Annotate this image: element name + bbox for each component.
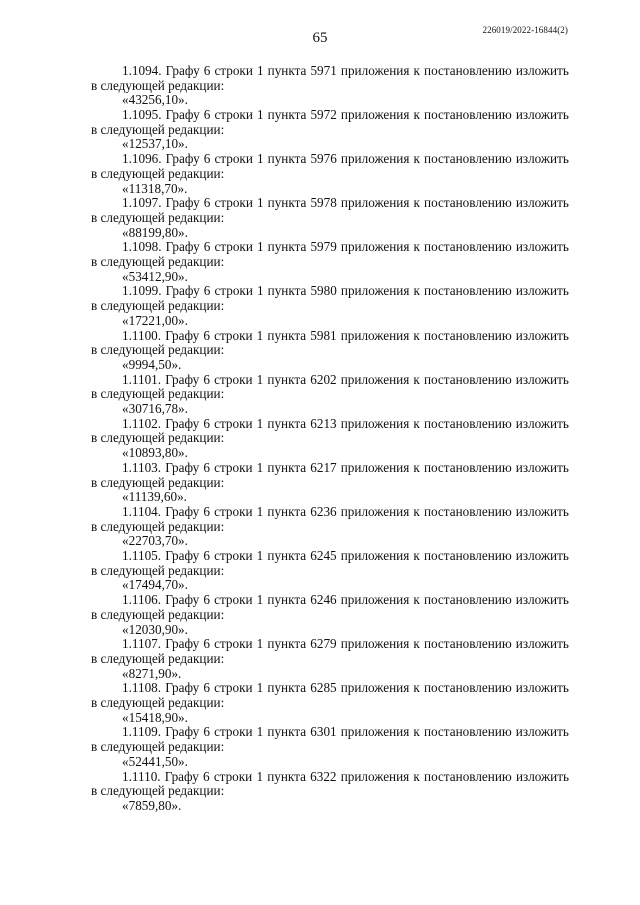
amendment-word: Графу <box>165 107 200 123</box>
amendment-word: изложить <box>515 371 569 387</box>
amendment-continuation: в следующей редакции: <box>91 606 225 622</box>
amendment-word: 6 <box>203 636 210 652</box>
amendment-value: «7859,80». <box>122 797 182 813</box>
amendment-word: 1.1097. <box>122 195 162 211</box>
amendment-item <box>91 373 569 417</box>
amendment-word: к <box>413 592 420 608</box>
amendment-continuation: в следующей редакции: <box>91 474 225 490</box>
amendment-word: изложить <box>515 63 569 78</box>
amendment-word: Графу <box>165 327 200 343</box>
amendment-continuation: в следующей редакции: <box>91 695 225 710</box>
amendment-word: 6202 <box>310 371 337 387</box>
amendment-word: 1 <box>256 503 264 519</box>
amendment-word: изложить <box>515 239 569 255</box>
amendment-word: к <box>413 768 420 784</box>
amendment-word: изложить <box>515 724 569 740</box>
amendment-heading-line <box>91 284 569 299</box>
amendment-word: 1.1109. <box>122 724 162 740</box>
amendment-value: «8271,90». <box>122 665 182 681</box>
amendment-word: 6 <box>203 592 210 608</box>
amendment-word: 1 <box>256 548 264 564</box>
amendment-word: строки <box>214 503 253 519</box>
amendment-word: приложения <box>340 195 410 211</box>
amendment-word: Графу <box>165 548 200 564</box>
amendment-word: 1.1098. <box>122 239 162 255</box>
page-number: 65 <box>312 30 328 46</box>
amendment-word: к <box>413 724 420 740</box>
amendment-heading-line <box>91 373 569 388</box>
amendment-value: «17221,00». <box>122 312 188 328</box>
amendment-word: приложения <box>340 239 410 255</box>
amendment-word: постановлению <box>423 371 512 387</box>
amendment-word: 5980 <box>310 283 337 299</box>
amendment-word: строки <box>214 459 253 475</box>
amendment-word: 6279 <box>310 636 337 652</box>
amendment-word: 1 <box>256 239 264 255</box>
amendment-word: к <box>413 548 420 564</box>
amendment-word: строки <box>214 371 253 387</box>
amendment-word: постановлению <box>423 548 512 564</box>
amendment-heading-line <box>91 461 569 476</box>
amendment-word: Графу <box>165 371 200 387</box>
amendment-item <box>91 725 569 769</box>
amendment-word: изложить <box>515 283 569 299</box>
amendment-word: постановлению <box>423 592 512 608</box>
amendment-word: пункта <box>267 548 307 564</box>
amendment-word: 6301 <box>310 724 337 740</box>
amendment-word: 5978 <box>310 195 337 211</box>
amendment-word: 6 <box>203 724 210 740</box>
amendment-word: 1.1105. <box>122 548 162 564</box>
amendment-word: 1 <box>256 768 264 784</box>
amendment-word: 6236 <box>310 503 337 519</box>
amendment-word: строки <box>214 327 253 343</box>
amendment-word: приложения <box>340 768 410 784</box>
amendment-word: 6 <box>203 283 211 299</box>
amendment-word: изложить <box>515 151 569 167</box>
amendment-word: к <box>413 680 420 696</box>
amendment-word: 1 <box>256 195 264 211</box>
amendment-item <box>91 593 569 637</box>
amendment-word: 6217 <box>310 459 337 475</box>
amendment-word: постановлению <box>423 680 512 696</box>
amendment-word: строки <box>214 151 253 167</box>
amendment-word: Графу <box>165 680 200 696</box>
amendment-word: к <box>413 503 420 519</box>
amendment-value: «12537,10». <box>122 136 188 152</box>
amendment-word: 1 <box>256 283 264 299</box>
amendment-word: Графу <box>165 151 200 167</box>
amendment-word: 5979 <box>310 239 337 255</box>
amendment-word: Графу <box>164 768 199 784</box>
amendment-word: 1.1104. <box>122 503 162 519</box>
amendment-word: приложения <box>340 415 410 431</box>
amendment-item <box>91 108 569 152</box>
amendment-item <box>91 329 569 373</box>
amendment-continuation: в следующей редакции: <box>91 518 225 534</box>
amendment-word: 1.1106. <box>122 592 162 608</box>
amendment-word: приложения <box>340 680 410 696</box>
amendment-value: «53412,90». <box>122 268 188 284</box>
amendment-word: изложить <box>515 107 569 123</box>
amendment-heading-line <box>91 770 569 785</box>
amendment-item <box>91 196 569 240</box>
amendment-word: строки <box>214 636 253 652</box>
amendment-value: «17494,70». <box>122 577 188 593</box>
amendment-item <box>91 681 569 725</box>
amendment-word: изложить <box>515 327 569 343</box>
amendment-heading-line <box>91 108 569 123</box>
amendment-word: к <box>413 195 420 211</box>
amendment-word: Графу <box>165 195 200 211</box>
amendment-word: строки <box>214 107 253 123</box>
amendment-word: пункта <box>267 195 307 211</box>
amendment-word: 1.1110. <box>122 768 161 784</box>
amendment-word: 6246 <box>310 592 337 608</box>
amendment-continuation: в следующей редакции: <box>91 254 225 270</box>
amendment-heading-line <box>91 329 569 344</box>
amendment-item <box>91 284 569 328</box>
amendment-word: к <box>413 63 420 78</box>
amendment-word: к <box>413 636 420 652</box>
amendment-word: 1 <box>256 724 264 740</box>
amendment-word: 1 <box>256 680 264 696</box>
amendment-item <box>91 637 569 681</box>
amendment-word: строки <box>214 680 253 696</box>
amendment-word: изложить <box>515 503 569 519</box>
amendment-word: изложить <box>515 415 569 431</box>
amendment-word: строки <box>214 283 253 299</box>
amendment-word: 6245 <box>310 548 337 564</box>
amendment-word: пункта <box>267 459 307 475</box>
amendment-word: 1 <box>256 459 264 475</box>
amendment-heading-line <box>91 637 569 652</box>
amendment-continuation: в следующей редакции: <box>91 298 225 314</box>
amendment-word: пункта <box>267 680 307 696</box>
amendment-word: к <box>413 327 420 343</box>
amendment-word: 6 <box>203 548 210 564</box>
amendment-word: приложения <box>340 592 410 608</box>
document-code: 226019/2022-16844(2) <box>482 25 568 35</box>
amendment-word: Графу <box>165 503 200 519</box>
amendment-word: к <box>413 239 420 255</box>
amendment-word: постановлению <box>423 503 512 519</box>
amendment-word: 1 <box>256 636 264 652</box>
amendment-continuation: в следующей редакции: <box>91 165 225 181</box>
amendment-word: постановлению <box>424 195 512 211</box>
amendment-word: 1.1094. <box>122 63 162 78</box>
amendment-word: 1.1107. <box>122 636 162 652</box>
amendment-item <box>91 417 569 461</box>
amendment-word: постановлению <box>424 107 512 123</box>
amendment-word: пункта <box>267 151 307 167</box>
amendment-word: пункта <box>267 724 307 740</box>
amendment-word: 6 <box>203 151 211 167</box>
amendment-word: Графу <box>165 239 200 255</box>
amendment-word: 6 <box>203 459 210 475</box>
amendment-continuation: в следующей редакции: <box>91 386 225 402</box>
amendment-word: 5971 <box>310 63 337 78</box>
amendment-word: 6 <box>203 63 211 78</box>
amendment-word: приложения <box>340 548 410 564</box>
amendment-word: к <box>413 415 420 431</box>
amendment-word: 6 <box>203 768 210 784</box>
amendment-word: приложения <box>340 283 410 299</box>
amendment-word: изложить <box>515 680 569 696</box>
amendment-continuation: в следующей редакции: <box>91 342 225 358</box>
amendment-word: 1.1103. <box>122 459 162 475</box>
amendment-word: Графу <box>165 283 200 299</box>
amendment-word: пункта <box>267 107 307 123</box>
amendment-continuation: в следующей редакции: <box>91 209 225 225</box>
amendment-heading-line <box>91 505 569 520</box>
amendment-word: постановлению <box>424 768 512 784</box>
amendment-word: 6 <box>203 371 210 387</box>
amendment-word: постановлению <box>424 151 512 167</box>
amendment-word: постановлению <box>423 415 512 431</box>
amendment-word: изложить <box>515 548 569 564</box>
amendment-word: строки <box>214 415 253 431</box>
amendment-word: 5972 <box>310 107 337 123</box>
amendment-continuation: в следующей редакции: <box>91 77 225 93</box>
amendment-word: пункта <box>267 636 307 652</box>
amendment-word: 1 <box>256 592 264 608</box>
amendment-word: постановлению <box>424 63 512 78</box>
amendment-word: приложения <box>340 724 410 740</box>
amendment-item <box>91 505 569 549</box>
amendment-continuation: в следующей редакции: <box>91 739 225 755</box>
amendment-word: Графу <box>165 636 200 652</box>
amendment-word: 1.1108. <box>122 680 162 696</box>
amendment-word: постановлению <box>423 459 512 475</box>
amendment-item <box>91 240 569 284</box>
amendment-word: строки <box>213 768 253 784</box>
amendment-word: пункта <box>267 327 307 343</box>
amendment-word: строки <box>214 724 253 740</box>
amendment-word: 1 <box>256 151 264 167</box>
amendment-value: «22703,70». <box>122 533 188 549</box>
amendment-value: «12030,90». <box>122 621 188 637</box>
amendment-item <box>91 64 569 108</box>
amendment-word: Графу <box>165 459 200 475</box>
amendment-word: строки <box>214 195 253 211</box>
amendment-word: Графу <box>165 724 200 740</box>
amendment-word: 1.1102. <box>122 415 162 431</box>
amendment-word: 6 <box>203 239 211 255</box>
amendment-word: пункта <box>267 371 307 387</box>
amendment-word: 6285 <box>310 680 337 696</box>
amendment-word: 1.1101. <box>122 371 162 387</box>
amendment-continuation: в следующей редакции: <box>91 783 225 799</box>
amendment-heading-line <box>91 152 569 167</box>
amendment-continuation: в следующей редакции: <box>91 121 225 137</box>
amendment-word: приложения <box>340 327 410 343</box>
amendment-value: «30716,78». <box>122 401 188 417</box>
amendment-word: 5981 <box>310 327 337 343</box>
amendment-word: пункта <box>267 239 307 255</box>
amendment-continuation: в следующей редакции: <box>91 650 225 666</box>
amendment-word: постановлению <box>423 724 512 740</box>
amendment-word: 1 <box>256 63 264 78</box>
amendment-item <box>91 549 569 593</box>
amendment-word: приложения <box>340 63 410 78</box>
amendment-value: «43256,10». <box>122 92 188 108</box>
amendment-word: 1.1096. <box>122 151 162 167</box>
amendment-word: постановлению <box>424 239 512 255</box>
amendment-word: 6 <box>203 415 210 431</box>
amendment-word: 1 <box>256 327 264 343</box>
amendment-word: пункта <box>267 592 307 608</box>
amendment-heading-line <box>91 64 569 79</box>
amendment-word: 1 <box>256 107 264 123</box>
amendment-value: «11318,70». <box>122 180 188 196</box>
amendment-word: пункта <box>267 63 307 78</box>
amendment-word: приложения <box>340 503 410 519</box>
amendment-continuation: в следующей редакции: <box>91 430 225 446</box>
amendment-word: приложения <box>340 459 410 475</box>
amendment-word: 1 <box>256 371 264 387</box>
amendment-heading-line <box>91 196 569 211</box>
amendment-word: приложения <box>340 371 410 387</box>
amendment-word: изложить <box>515 636 569 652</box>
amendment-item <box>91 152 569 196</box>
amendment-value: «11139,60». <box>122 489 187 505</box>
amendment-word: строки <box>214 548 253 564</box>
amendment-word: Графу <box>165 415 200 431</box>
amendment-item <box>91 461 569 505</box>
amendment-value: «15418,90». <box>122 709 188 725</box>
amendment-heading-line <box>91 549 569 564</box>
amendment-heading-line <box>91 725 569 740</box>
amendment-word: 1 <box>256 415 264 431</box>
amendment-word: к <box>413 283 420 299</box>
amendment-word: 6 <box>203 195 211 211</box>
amendment-word: пункта <box>267 768 306 784</box>
amendment-word: к <box>413 371 420 387</box>
amendment-word: 1.1099. <box>122 283 162 299</box>
amendment-word: 1.1100. <box>122 327 162 343</box>
amendment-word: 1.1095. <box>122 107 162 123</box>
amendment-word: к <box>413 107 420 123</box>
amendment-heading-line <box>91 240 569 255</box>
amendment-item <box>91 770 569 814</box>
amendment-word: приложения <box>340 636 410 652</box>
amendment-word: 6322 <box>310 768 337 784</box>
amendment-word: постановлению <box>423 636 512 652</box>
amendment-word: 6213 <box>310 415 337 431</box>
amendment-heading-line <box>91 593 569 608</box>
amendment-word: изложить <box>515 592 569 608</box>
amendment-word: приложения <box>340 107 410 123</box>
amendment-word: 6 <box>203 107 211 123</box>
amendment-heading-line <box>91 681 569 696</box>
amendment-word: Графу <box>165 592 200 608</box>
amendment-word: к <box>413 151 420 167</box>
amendment-word: изложить <box>515 195 569 211</box>
amendment-heading-line <box>91 417 569 432</box>
amendment-word: пункта <box>267 415 307 431</box>
amendment-word: 6 <box>203 327 210 343</box>
amendment-word: пункта <box>267 283 307 299</box>
amendment-word: постановлению <box>424 283 512 299</box>
amendment-value: «88199,80». <box>122 224 188 240</box>
amendment-value: «10893,80». <box>122 445 188 461</box>
amendment-word: 5976 <box>310 151 337 167</box>
amendment-word: строки <box>214 592 253 608</box>
amendment-word: изложить <box>515 768 569 784</box>
amendment-list <box>91 64 569 814</box>
amendment-word: пункта <box>267 503 307 519</box>
amendment-continuation: в следующей редакции: <box>91 562 225 578</box>
amendment-word: строки <box>214 63 253 78</box>
amendment-word: приложения <box>340 151 410 167</box>
amendment-value: «9994,50». <box>122 356 182 372</box>
amendment-value: «52441,50». <box>122 753 188 769</box>
amendment-word: 6 <box>203 503 210 519</box>
amendment-word: к <box>413 459 420 475</box>
amendment-word: постановлению <box>423 327 512 343</box>
amendment-word: 6 <box>203 680 210 696</box>
amendment-word: Графу <box>165 63 200 78</box>
amendment-word: строки <box>214 239 253 255</box>
amendment-word: изложить <box>515 459 569 475</box>
